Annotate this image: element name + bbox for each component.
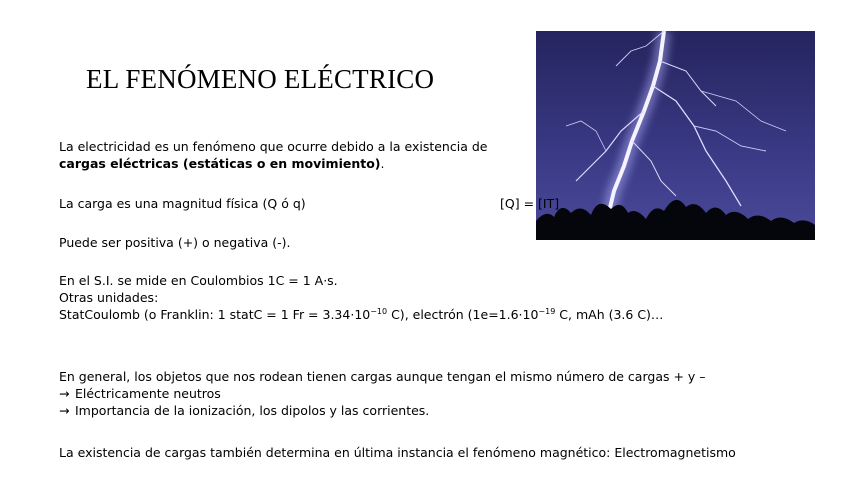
units-line-3-b: C), electrón (1e=1.6·10: [387, 307, 539, 322]
units-line-3: [59, 306, 663, 323]
units-line-1: En el S.I. se mide en Coulombios 1C = 1 A·s.: [59, 273, 338, 288]
units-exponent-1: −10: [370, 307, 388, 316]
neutral-line-1: En general, los objetos que nos rodean tienen cargas aunque tengan el mismo número de cargas + y –: [59, 369, 706, 384]
bullet-neutral-text: Eléctricamente neutros: [75, 386, 221, 401]
definition-line-2: [59, 155, 487, 172]
lightning-photo: [536, 31, 815, 240]
units-exponent-2: −19: [538, 307, 556, 316]
paragraph-neutral: [59, 368, 706, 419]
arrow-icon: →: [59, 386, 70, 401]
units-line-3-c: C, mAh (3.6 C)…: [555, 307, 664, 322]
paragraph-magnetism: La existencia de cargas también determina en última instancia el fenómeno magnético: Electromagnetismo: [59, 445, 736, 460]
definition-bold: cargas eléctricas (estáticas o en movimiento): [59, 156, 381, 171]
magnitude-text: La carga es una magnitud física (Q ó q): [59, 196, 306, 211]
arrow-icon: →: [59, 403, 70, 418]
units-line-3-a: StatCoulomb (o Franklin: 1 statC = 1 Fr = 3.34·10: [59, 307, 371, 322]
units-line-2: Otras unidades:: [59, 290, 159, 305]
paragraph-magnitude: [59, 195, 560, 212]
paragraph-sign: Puede ser positiva (+) o negativa (-).: [59, 235, 291, 250]
paragraph-definition: [59, 138, 487, 172]
definition-end: .: [380, 156, 385, 171]
magnitude-units: [Q] = [IT]: [500, 196, 560, 211]
bullet-neutral: [59, 385, 706, 402]
bullet-ionization: [59, 402, 706, 419]
definition-line-1: La electricidad es un fenómeno que ocurre debido a la existencia de: [59, 139, 488, 154]
paragraph-units: [59, 272, 663, 323]
slide-title: EL FENÓMENO ELÉCTRICO: [86, 64, 435, 94]
bullet-ionization-text: Importancia de la ionización, los dipolos y las corrientes.: [75, 403, 430, 418]
